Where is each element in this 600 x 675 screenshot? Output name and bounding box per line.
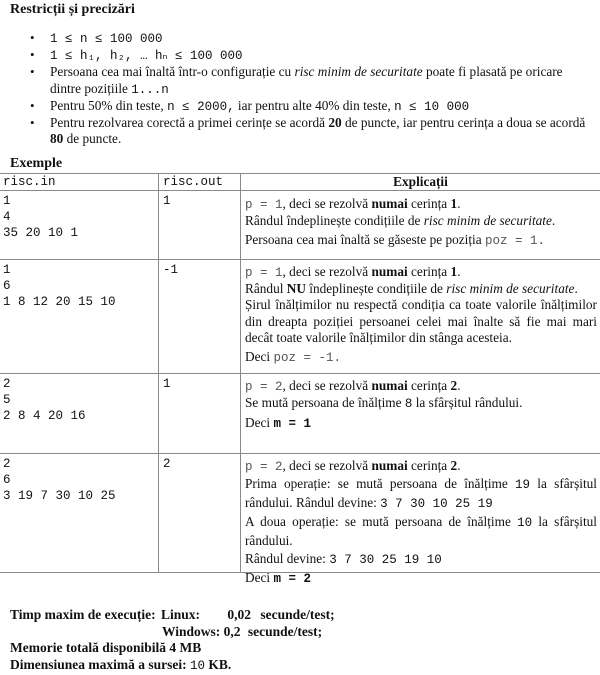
- table-row-1-input: [3, 193, 153, 241]
- text-fragment: la sfârșitul rândului. Rândul devine:: [245, 476, 597, 511]
- explanation-line: [245, 550, 597, 569]
- text-fragment: numai: [371, 458, 408, 473]
- restriction-item: [0, 30, 600, 47]
- text-fragment: 10: [190, 659, 206, 673]
- table-row-4-explanation: [245, 458, 597, 588]
- text-fragment: Timp maxim de execuție:: [10, 607, 156, 622]
- text-fragment: 1: [450, 264, 458, 279]
- restriction-item: [0, 115, 600, 147]
- text-fragment: Deci: [245, 415, 274, 431]
- text-fragment: 2: [450, 458, 458, 473]
- text-fragment: 1: [3, 194, 11, 208]
- text-fragment: .: [457, 378, 461, 393]
- text-fragment: 0,2: [223, 624, 241, 639]
- text-fragment: la sfârșitul rândului.: [245, 514, 597, 549]
- text-fragment: de puncte.: [63, 131, 122, 147]
- text-fragment: 80: [50, 131, 64, 147]
- text-fragment: Windows:: [162, 624, 221, 639]
- text-fragment: de puncte, iar pentru cerința a doua se acordă: [341, 115, 586, 131]
- text-fragment: , deci se rezolvă: [282, 458, 372, 473]
- text-fragment: poz = 1.: [484, 234, 545, 249]
- header-explicatii: Explicații: [393, 174, 448, 189]
- text-fragment: 3 7 30 10 25 19: [380, 497, 493, 512]
- text-fragment: Deci: [245, 570, 274, 586]
- text-fragment: 10: [517, 516, 533, 531]
- text-fragment: .: [457, 264, 461, 279]
- table-row-3-explanation: [245, 378, 597, 433]
- text-fragment: Persoana cea mai înaltă se găseste pe poziția: [245, 232, 485, 248]
- text-fragment: cerința: [407, 378, 451, 393]
- text-fragment: Persoana cea mai înaltă într-o configurație cu: [50, 64, 295, 80]
- table-border: [240, 173, 241, 573]
- explanation-line: [245, 232, 597, 249]
- text-fragment: 1: [3, 263, 11, 277]
- text-fragment: NU: [286, 281, 306, 297]
- text-fragment: 1 ≤ n ≤ 100 000: [50, 32, 163, 46]
- text-fragment: p = 1: [245, 266, 283, 280]
- examples-title: Exemple: [10, 156, 63, 171]
- table-border: [0, 453, 600, 454]
- text-fragment: 4: [3, 210, 11, 224]
- text-fragment: 2: [3, 377, 11, 391]
- text-fragment: poate fi plasată pe oricare dintre pozițiile: [50, 64, 563, 96]
- text-fragment: cerința: [407, 264, 451, 279]
- text-fragment: , deci se rezolvă: [282, 196, 372, 211]
- text-fragment: 2 8 4 20 16: [3, 409, 86, 423]
- explanation-line: [245, 458, 597, 475]
- text-fragment: , deci se rezolvă: [282, 378, 372, 393]
- text-fragment: 35 20 10 1: [3, 226, 79, 240]
- explanation-line: [245, 264, 597, 281]
- text-fragment: risc minim de securitate: [423, 213, 552, 229]
- text-fragment: risc minim de securitate: [446, 281, 575, 297]
- table-row-3-output: 1: [163, 377, 171, 391]
- text-fragment: 5: [3, 393, 11, 407]
- explanation-line: [245, 281, 597, 297]
- text-fragment: n ≤ 10 000: [394, 99, 470, 114]
- table-row-3-input: [3, 376, 153, 424]
- time-limit-linux: [10, 606, 335, 623]
- text-fragment: 1 8 12 20 15 10: [3, 295, 116, 309]
- explanation-line: [245, 475, 597, 513]
- text-fragment: Pentru rezolvarea corectă a primei cerințe se acordă: [50, 115, 329, 131]
- text-fragment: Rândul îndeplinește condițiile de: [245, 213, 424, 229]
- text-fragment: Linux:: [160, 607, 201, 622]
- text-fragment: îndeplinește condițiile de: [305, 281, 447, 297]
- explanation-line: [245, 213, 597, 229]
- header-risc-out: risc.out: [163, 175, 224, 189]
- text-fragment: p = 2: [245, 460, 283, 474]
- text-fragment: .: [574, 281, 578, 297]
- text-fragment: 8: [404, 397, 413, 412]
- explanation-line: [245, 415, 597, 432]
- restriction-item: [0, 64, 600, 97]
- restrictions-list: [0, 22, 600, 147]
- text-fragment: Pentru 50% din teste,: [50, 97, 168, 113]
- text-fragment: m = 1: [273, 417, 311, 432]
- text-fragment: numai: [371, 264, 408, 279]
- restriction-item: [0, 98, 600, 115]
- text-fragment: m = 2: [273, 572, 311, 587]
- memory-limit: Memorie totală disponibilă 4 MB: [10, 640, 202, 655]
- text-fragment: 20: [328, 115, 342, 131]
- explanation-line: Șirul înălțimilor nu respectă condiția ca toate valorile înălțimilor din dreapta poziției persoanei celei mai înalte să fie mai mari decât toate valorile înălțimilor din stânga acesteia.: [245, 297, 597, 345]
- explanation-line: [245, 569, 597, 588]
- header-risc-in: risc.in: [3, 175, 56, 189]
- text-fragment: numai: [371, 196, 408, 211]
- table-row-2-input: [3, 262, 153, 310]
- table-border: [0, 259, 600, 260]
- text-fragment: numai: [371, 378, 408, 393]
- table-row-4-input: [3, 456, 153, 504]
- text-fragment: p = 1: [245, 198, 283, 212]
- time-limit-windows: [162, 623, 322, 640]
- text-fragment: 1 ≤ h₁, h₂, … hₙ ≤ 100 000: [50, 49, 243, 64]
- explanation-line: [245, 349, 597, 366]
- text-fragment: n ≤ 2000,: [167, 99, 235, 114]
- table-row-1-explanation: [245, 196, 597, 250]
- text-fragment: 6: [3, 279, 11, 293]
- text-fragment: secunde/test;: [247, 624, 323, 639]
- explanation-line: [245, 378, 597, 395]
- table-row-4-output: 2: [163, 457, 171, 471]
- explanation-line: [245, 395, 597, 412]
- text-fragment: Deci: [245, 349, 274, 365]
- text-fragment: .: [457, 196, 461, 211]
- table-border: [0, 190, 600, 191]
- text-fragment: .: [457, 458, 461, 473]
- text-fragment: 0,02: [227, 607, 252, 622]
- restrictions-title: Restricții și precizări: [10, 2, 135, 17]
- table-row-2-explanation: [245, 264, 597, 366]
- text-fragment: 1...n: [131, 82, 169, 97]
- text-fragment: 3 7 30 25 19 10: [329, 553, 442, 568]
- text-fragment: 2: [3, 457, 11, 471]
- text-fragment: Se mută persoana de înălțime: [245, 395, 405, 411]
- text-fragment: Prima operație: se mută persoana de înălțime: [245, 476, 516, 492]
- text-fragment: 3 19 7 30 10 25: [3, 489, 116, 503]
- text-fragment: cerința: [407, 196, 451, 211]
- table-row-1-output: 1: [163, 194, 171, 208]
- table-border: [0, 373, 600, 374]
- text-fragment: risc minim de securitate: [294, 64, 423, 80]
- table-border: [158, 173, 159, 573]
- text-fragment: 6: [3, 473, 11, 487]
- explanation-line: [245, 196, 597, 213]
- text-fragment: iar pentru alte 40% din teste,: [234, 97, 395, 113]
- text-fragment: 2: [450, 378, 458, 393]
- explanation-line: [245, 513, 597, 550]
- text-fragment: .: [551, 213, 556, 229]
- source-size-limit: [10, 656, 231, 675]
- text-fragment: la sfârșitul rândului.: [412, 395, 523, 411]
- text-fragment: secunde/test;: [260, 607, 335, 622]
- text-fragment: Rândul devine:: [245, 551, 330, 567]
- text-fragment: , deci se rezolvă: [282, 264, 372, 279]
- text-fragment: Rândul: [245, 281, 287, 297]
- table-row-2-output: -1: [163, 263, 179, 277]
- restriction-item: [0, 47, 600, 64]
- text-fragment: 1: [450, 196, 458, 211]
- text-fragment: Dimensiunea maximă a sursei:: [10, 657, 190, 672]
- text-fragment: p = 2: [245, 380, 283, 394]
- text-fragment: A doua operație: se mută persoana de înălțime: [245, 514, 518, 530]
- text-fragment: cerința: [407, 458, 451, 473]
- text-fragment: poz = -1.: [273, 351, 341, 366]
- text-fragment: KB.: [205, 657, 232, 672]
- text-fragment: 19: [515, 478, 531, 493]
